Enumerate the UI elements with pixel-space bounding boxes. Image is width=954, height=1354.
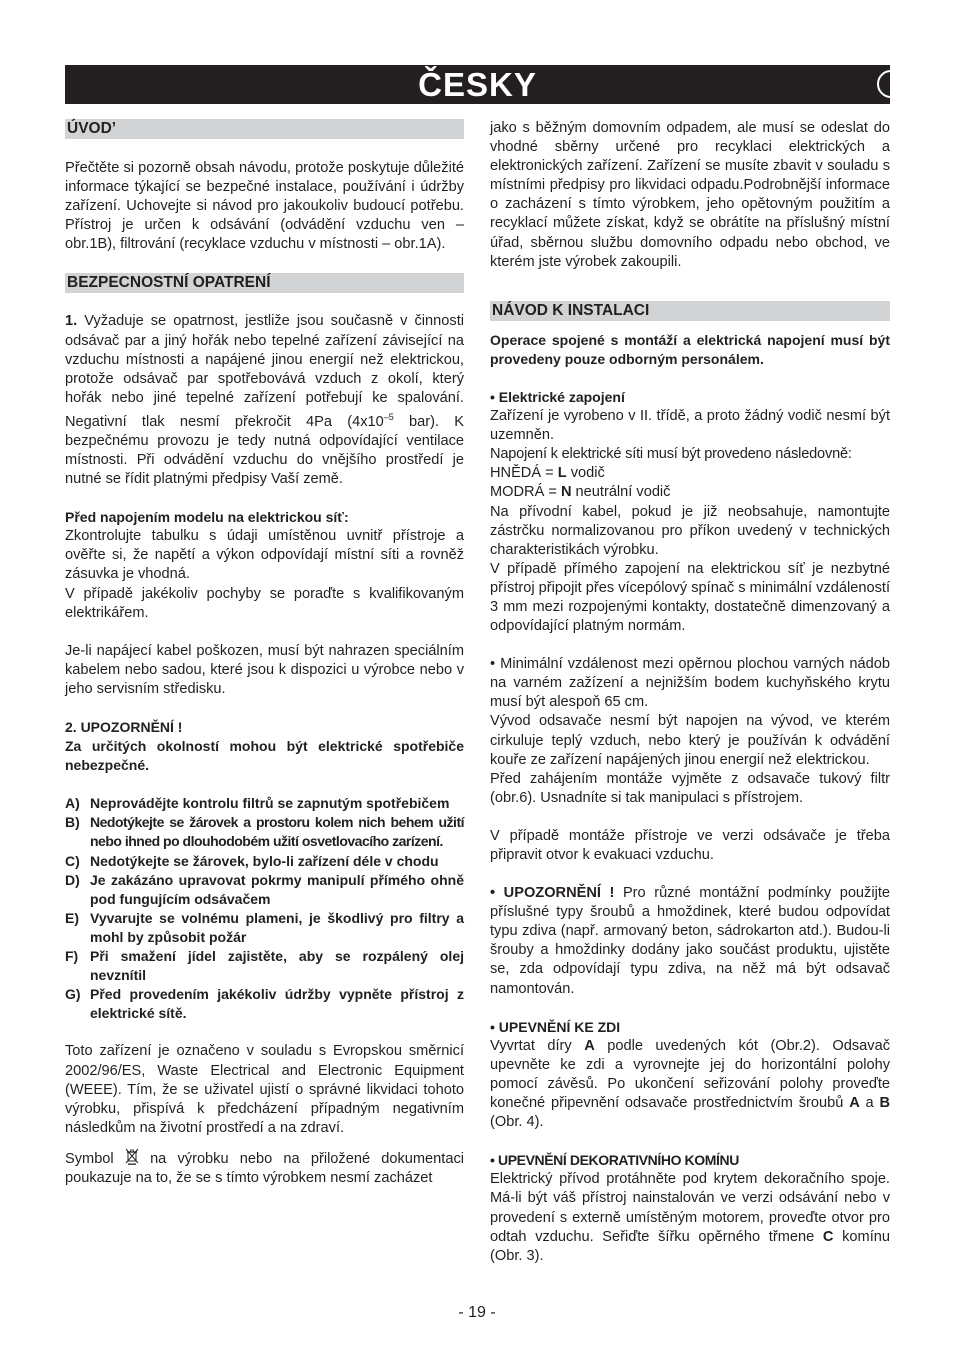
duct-text: Vývod odsavače nesmí být napojen na vývod, ve kterém cirkuluje teplý vzduch, nebo který je používán k odvádění kouře ze zařízení napájených jinou energií než elektrickou. xyxy=(490,713,890,768)
wall-text-3: (Obr. 4). xyxy=(490,1114,544,1131)
warning-item xyxy=(65,909,464,947)
before-connect-heading: Před napojením modelu na elektrickou síť: xyxy=(65,509,349,526)
wheelie-bin-icon xyxy=(125,1148,139,1165)
hole-text: V případě montáže přístroje ve verzi odsávače je třeba připravit otvor k evakuaci vzduchu. xyxy=(490,827,890,863)
blue-rest: neutrální vodič xyxy=(571,484,671,501)
wall-letter-b: B xyxy=(879,1095,890,1112)
cable-text: Je-li napájecí kabel poškozen, musí být nahrazen speciálním kabelem nebo sadou, které jsou k dispozici u výrobce nebo v jeho servisním středisku. xyxy=(65,642,464,697)
wall-text-1: Vyvrtat díry xyxy=(490,1037,585,1054)
warning-2-label: • UPOZORNĚNÍ ! xyxy=(490,885,615,902)
warning-subtitle: Za určitých okolností mohou být elektrické spotřebiče nebezpečné. xyxy=(65,738,464,774)
warning-key: G) xyxy=(65,986,81,1003)
install-heading: NÁVOD K INSTALACI xyxy=(490,301,890,321)
wall-letter-a: A xyxy=(584,1037,595,1054)
warning-text: Vyvarujte se volnému plameni, je škodlivý pro filtry a mohl by způsobit požár xyxy=(90,909,464,945)
warning-item xyxy=(65,985,464,1023)
brown-label: HNĚDÁ = xyxy=(490,465,558,482)
warning-text: Nedotýkejte se žárovek, bylo-li zařízení déle v chodu xyxy=(90,852,439,869)
warning-2-text: Pro různé montážní podmínky použijte příslušné typy šroubů a hmoždinek, které budou odpovídat typu zdiva (např. armovaný beton, sádrokarton atd.). Budou-li šrouby a hmoždinky dodány jako součást produktu, ujistěte se, zda odpovídají typu zdiva, na něž má být odsavač namontován. xyxy=(490,885,891,997)
chimney-letter-c: C xyxy=(822,1228,834,1245)
warning-text: Nedotýkejte se žárovek a prostoru kolem nich behem užití nebo ihned po dlouhodobém užití osvetlovacího zarízení. xyxy=(90,814,464,850)
symbol-paragraph xyxy=(65,1148,464,1188)
intro-text: Přečtěte si pozorně obsah návodu, protože poskytuje důležité informace týkající se bezpečné instalace, používání i údržby zařízení. Uchovejte si návod pro jakoukoliv budoucí potřebu. Přístroj je určen k odsávání (odvádění vzduchu ven – obr.1B), filtrování (recyklace vzduchu v místnosti – obr.1A). xyxy=(65,160,464,253)
left-column xyxy=(65,119,464,1188)
safety-text-b: bar). K bezpečnému provozu je tedy nutná odpovídající ventilace místnosti. Při odvádění vzduchu do vnějšího prostředí je nutné se řídit platnými předpisy Vaší země. xyxy=(65,413,464,488)
warning-text: Při smažení jídel zajistěte, aby se rozpálený olej nevznítil xyxy=(90,948,464,984)
brown-letter: L xyxy=(557,465,567,482)
warning-key: C) xyxy=(65,852,80,869)
blue-wire xyxy=(490,483,890,502)
weee-text: Toto zařízení je označeno v souladu s Evropskou směrnicí 2002/96/ES, Waste Electrical and Electronic Equipment (WEEE). Tím, že se uživatel ujistí o správné likvidaci tohoto výrobku, přispívá k předcházení případným negativním následkům na životní prostředí a na zdraví. xyxy=(65,1043,464,1136)
intro-heading: ÚVOD’ xyxy=(65,119,464,139)
warning-item xyxy=(65,871,464,909)
electrical-text-4: V případě přímého zapojení na elektrickou síť je nezbytné přístroj připojit přes vícepólový spínač s minimální vzdáleností 3 mm mezi rozpojenými kontakty, dostatečně dimenzovaný a odpovídající platným normám. xyxy=(490,560,890,635)
warning-list xyxy=(65,794,464,1023)
install-warning: Operace spojené s montáží a elektrická napojení musí být provedeny pouze odborným personálem. xyxy=(490,331,890,367)
warning-item xyxy=(65,794,464,813)
symbol-word: Symbol xyxy=(65,1150,114,1167)
wall-text xyxy=(490,1037,890,1132)
electrical-text-2: Napojení k elektrické síti musí být provedeno následovně: xyxy=(490,446,852,463)
chimney-heading: • UPEVNĚNÍ DEKORATIVNÍHO KOMÍNU xyxy=(490,1152,739,1169)
safety-number: 1. xyxy=(65,313,78,330)
warning-item xyxy=(65,947,464,985)
filter-text: Před zahájením montáže vyjměte z odsavače tukový filtr (obr.6). Usnadníte si tak manipulaci s přístrojem. xyxy=(490,770,890,806)
chimney-text-2: komínu (Obr. 3). xyxy=(490,1228,890,1264)
safety-paragraph xyxy=(65,312,464,489)
warning-text: Neprovádějte kontrolu filtrů se zapnutým spotřebičem xyxy=(90,795,450,812)
page-title: ČESKY xyxy=(418,66,537,103)
symbol-text: na výrobku nebo na přiložené dokumentaci poukazuje na to, že se s tímto výrobkem nesmí zacházet xyxy=(65,1150,465,1186)
brown-rest: vodič xyxy=(566,465,605,482)
warning-key: F) xyxy=(65,948,79,965)
wall-and: a xyxy=(859,1095,880,1112)
before-connect-text-1: Zkontrolujte tabulku s údaji umístěnou uvnitř přístroje a ověřte si, že napětí a výkon odpovídají místní síti a rovněž zásuvka je vhodná. xyxy=(65,528,464,583)
distance-text: • Minimální vzdálenost mezi opěrnou plochou varných nádob na varném zažízení a nejnižším bodem kuchyňského krytu musí být alespoň 65 cm. xyxy=(490,656,890,711)
safety-text-a: Vyžaduje se opatrnost, jestliže jsou současně v činnosti odsávač par a jiný hořák nebo tepelné zařízení závisející na vzduchu místnosti a napájené jinou energií než elektrickou, protože odsávač par spotřebovává vzduch z okolí, který hořák nebo jiné tepelné zařízení potřebují ke spalování. Negativní tlak nesmí překročit 4Pa (4x10 xyxy=(65,313,464,430)
warning-key: D) xyxy=(65,871,80,888)
chimney-text xyxy=(490,1170,890,1265)
right-column xyxy=(490,119,890,1266)
warning-title: 2. UPOZORNĚNÍ ! xyxy=(65,719,183,736)
blue-label: MODRÁ = xyxy=(490,484,561,501)
language-badge: CZ xyxy=(877,70,937,98)
wall-text-2: podle uvedených kót (Obr.2). Odsavač upevněte ke zdi a vyrovnejte jej do horizontální polohy pomocí závěsů. Po ukončení seřizování polohy proveďte konečné připevnění odsavače prostřednictvím šroubů xyxy=(490,1037,890,1112)
blue-letter: N xyxy=(560,484,572,501)
warning-key: B) xyxy=(65,814,80,831)
brown-wire xyxy=(490,464,890,483)
safety-heading: BEZPECNOSTNÍ OPATRENÍ xyxy=(65,273,464,293)
safety-exponent: –5 xyxy=(383,411,394,422)
page-number: - 19 - xyxy=(458,1304,496,1321)
warning-2-paragraph xyxy=(490,884,890,999)
title-banner xyxy=(65,65,920,104)
electrical-heading: • Elektrické zapojení xyxy=(490,388,625,405)
warning-key: E) xyxy=(65,909,79,926)
warning-item xyxy=(65,852,464,871)
chimney-text-1: Elektrický přívod protáhněte pod krytem dekoračního spoje. Má-li být váš přístroj nainstalován ve verzi odsávání nebo v provedení s externě umístěným motorem, proveďte otvor pro odtah vzduchu. Seřiďte šířku opěrného třmene xyxy=(490,1171,890,1245)
electrical-text-3: Na přívodní kabel, pokud je již neobsahuje, namontujte zástrčku normalizovanou pro příkon uvedený v technických charakteristikách výrobku. xyxy=(490,503,890,558)
before-connect-text-2: V případě jakékoliv pochyby se poraďte s kvalifikovaným elektrikářem. xyxy=(65,585,464,621)
wall-heading: • UPEVNĚNÍ KE ZDI xyxy=(490,1018,621,1035)
electrical-text-1: Zařízení je vyrobeno v II. třídě, a proto žádný vodič nesmí být uzemněn. xyxy=(490,408,890,444)
warning-item xyxy=(65,813,464,851)
warning-text: Je zakázáno upravovat pokrmy manipulí přímého ohně pod fungujícím odsávačem xyxy=(90,871,464,907)
wall-letter-a2: A xyxy=(849,1095,860,1112)
continued-text: jako s běžným domovním odpadem, ale musí se odeslat do vhodné sběrny určené pro recyklaci elektrických a elektronických zařízení. Zařízení se musíte zbavit v souladu s místními předpisy pro likvidaci odpadu.Podrobnější informace o zacházení s tímto výrobkem, jeho opětovným použitím a recyklací můžete získat, když se obrátíte na příslušný místní úřad, sběrnou službu domovního odpadu nebo obchod, ve kterém jste výrobek zakoupili. xyxy=(490,120,890,270)
warning-key: A) xyxy=(65,795,80,812)
warning-text: Před provedením jakékoliv údržby vypněte přístroj z elektrické sítě. xyxy=(90,986,464,1022)
